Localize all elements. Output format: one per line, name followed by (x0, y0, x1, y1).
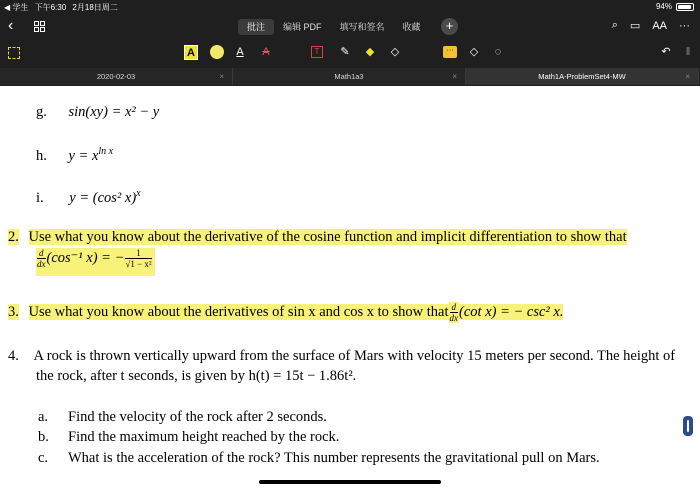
subitem-label: a. (38, 409, 49, 425)
item-g (36, 104, 159, 121)
selection-tool-icon[interactable] (8, 47, 20, 59)
nav-bar (0, 14, 700, 40)
question-4b (38, 429, 340, 446)
close-icon[interactable]: × (219, 72, 224, 81)
item-exponent: ln x (98, 146, 114, 157)
item-exponent: x (136, 188, 141, 199)
doc-tab-problemset4[interactable] (466, 68, 699, 85)
item-label: h. (36, 147, 47, 164)
status-bar (0, 0, 700, 14)
scroll-handle[interactable] (683, 416, 693, 436)
subitem-text: Find the maximum height reached by the rock. (68, 429, 340, 445)
tab-annotate[interactable]: 批注 (238, 19, 274, 35)
battery-percent: 94% (655, 2, 672, 11)
tab-fill-sign[interactable]: 填写和签名 (339, 22, 385, 32)
undo-icon[interactable]: ↶ (661, 46, 671, 58)
question-4c (38, 450, 600, 467)
doc-tab-label: Math1A-ProblemSet4-MW (538, 72, 626, 81)
question-number: 4. (8, 348, 19, 364)
time-label: 下午6:30 (34, 3, 67, 12)
tab-edit-pdf[interactable]: 编辑 PDF (283, 22, 322, 32)
date-label: 2月18日周二 (72, 3, 118, 12)
question-4a (38, 409, 327, 426)
formula-rhs: $\frac{1}{\text{√1 − x²}}$ (125, 248, 152, 269)
item-i (36, 188, 141, 207)
close-icon[interactable]: × (452, 72, 457, 81)
derivative-operator: $\frac{d}{dx}$ (449, 302, 459, 323)
question-text: the rock, after t seconds, is given by h(t) = 15t − 1.86t². (36, 368, 357, 384)
question-4-line2 (36, 368, 356, 385)
shape-icon[interactable]: ◇ (469, 46, 479, 58)
question-formula: (cot x) = − csc² x. (459, 304, 564, 320)
home-indicator[interactable] (259, 480, 441, 484)
question-4 (8, 348, 675, 365)
toolbar-more-icon[interactable]: ‖ (685, 46, 691, 58)
battery-icon (676, 3, 694, 11)
item-expression: y = (cos² x) (69, 189, 137, 206)
question-text: Use what you know about the derivative of the cosine function and implicit differentiation to show that (28, 229, 627, 245)
carrier-label: ◀ 学生 (4, 3, 29, 12)
question-number: 2. (8, 229, 19, 245)
marker-icon[interactable]: ◆ (365, 46, 375, 58)
subitem-text: Find the velocity of the rock after 2 seconds. (68, 409, 327, 425)
text-box-tool[interactable]: T (311, 46, 323, 58)
book-icon[interactable]: ▭ (629, 20, 641, 32)
item-h (36, 146, 113, 165)
search-icon[interactable]: ⌕ (611, 19, 618, 31)
back-button[interactable]: ‹ (8, 17, 14, 34)
doc-tab-label: Math1a3 (334, 72, 364, 81)
derivative-operator: $\frac{d}{dx}$ (37, 248, 46, 269)
lasso-icon[interactable]: ◌ (494, 46, 502, 58)
battery-fill (678, 5, 691, 9)
doc-tab-math1a3[interactable] (233, 68, 466, 85)
pdf-page[interactable] (0, 86, 700, 489)
item-label: g. (36, 104, 47, 120)
add-tab-button[interactable]: + (441, 18, 458, 35)
subitem-text: What is the acceleration of the rock? This number represents the gravitational pull on Mars. (68, 450, 600, 466)
question-text: Use what you know about the derivatives of sin x and cos x to show that (28, 304, 449, 320)
item-label: i. (36, 189, 44, 206)
question-3 (8, 302, 563, 326)
subitem-label: c. (38, 450, 49, 466)
highlight-text-tool[interactable]: A (184, 45, 198, 60)
doc-tab-2020-02-03[interactable] (0, 68, 233, 85)
subitem-label: b. (38, 429, 49, 445)
grid-view-icon[interactable] (34, 21, 45, 32)
pen-icon[interactable]: ✎ (340, 46, 350, 58)
doc-tab-label: 2020-02-03 (96, 72, 136, 81)
formula-lhs: (cos⁻¹ x) = − (46, 250, 125, 266)
more-icon[interactable]: ··· (679, 19, 690, 32)
tab-favorites[interactable]: 收藏 (402, 22, 421, 32)
underline-tool[interactable]: A (236, 46, 244, 58)
strikethrough-tool[interactable]: A (262, 46, 270, 58)
question-number: 3. (8, 304, 19, 320)
annotation-toolbar (0, 40, 700, 66)
app-chrome (0, 0, 700, 86)
question-2-formula (36, 248, 155, 276)
close-icon[interactable]: × (685, 72, 690, 81)
item-expression: sin(xy) = x² − y (68, 104, 160, 120)
eraser-icon[interactable]: ◇ (390, 46, 400, 58)
color-picker-icon[interactable] (210, 45, 224, 59)
question-2 (8, 229, 627, 246)
question-text: A rock is thrown vertically upward from the surface of Mars with velocity 15 meters per second. The height of (33, 348, 676, 364)
comment-icon[interactable]: ··· (443, 46, 457, 58)
item-expression: y = x (68, 147, 99, 164)
mode-tabs (238, 19, 430, 35)
text-size-icon[interactable]: AA (652, 19, 667, 32)
document-tabs (0, 68, 700, 85)
